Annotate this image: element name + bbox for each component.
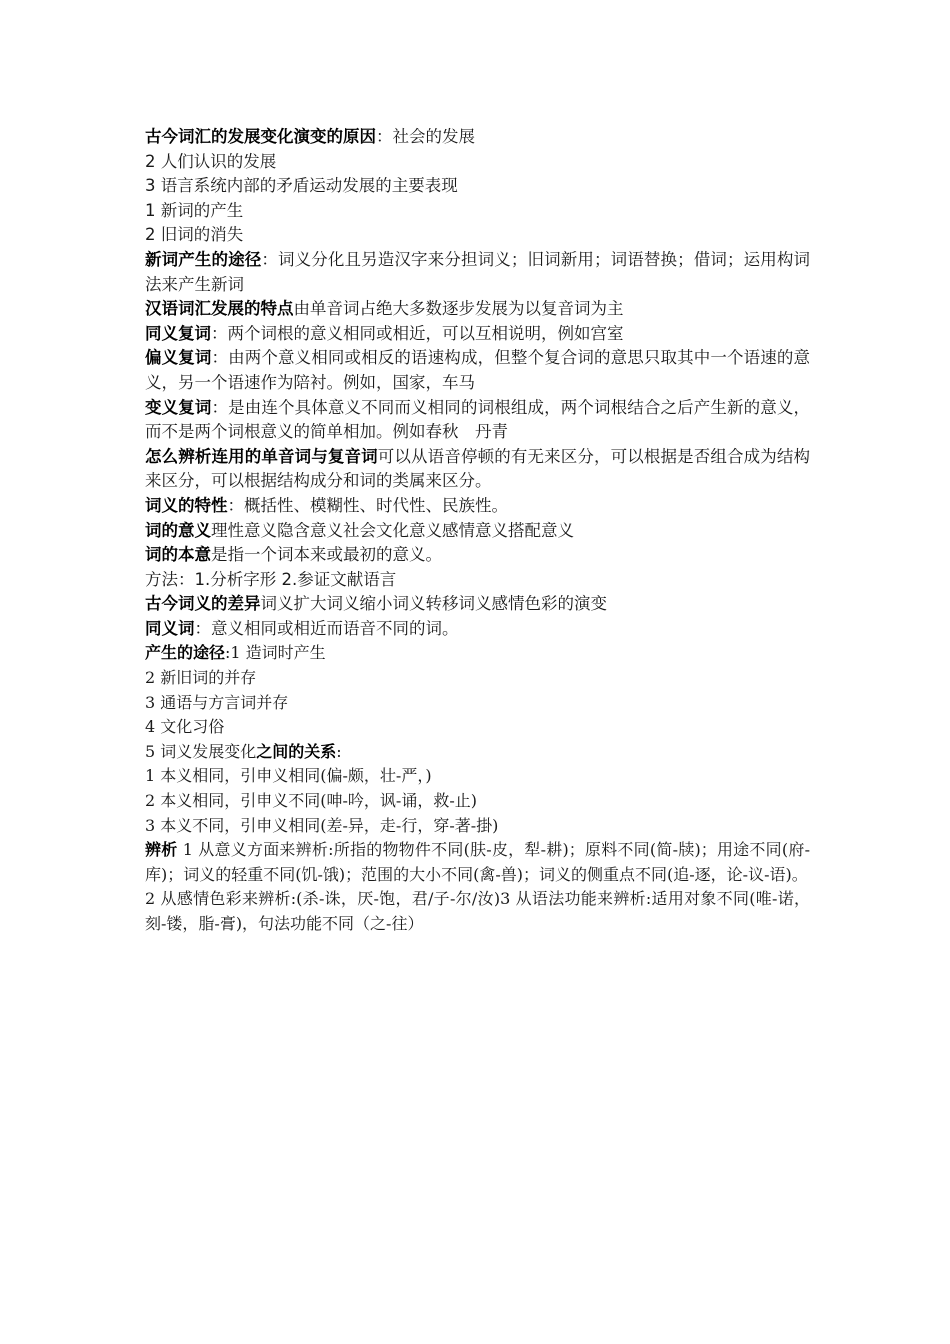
paragraph-line bbox=[145, 125, 810, 150]
line-text: 3 通语与方言词并存 bbox=[145, 692, 289, 712]
paragraph-line bbox=[145, 223, 810, 248]
line-text: ：意义相同或相近而语音不同的词。 bbox=[194, 618, 459, 638]
line-text: 2 本义相同，引申义不同(呻-吟，讽-诵，救-止) bbox=[145, 791, 477, 811]
line-prefix: 5 词义发展变化 bbox=[145, 741, 257, 761]
paragraph-line bbox=[145, 150, 810, 175]
term-heading: 同义复词 bbox=[145, 323, 211, 343]
term-heading: 之间的关系 bbox=[256, 741, 337, 761]
paragraph-line bbox=[145, 494, 810, 519]
line-text: 是指一个词本来或最初的意义。 bbox=[211, 545, 442, 565]
paragraph-line bbox=[145, 543, 810, 568]
term-heading: 汉语词汇发展的特点 bbox=[145, 299, 294, 319]
line-text: ：概括性、模糊性、时代性、民族性。 bbox=[227, 495, 508, 515]
term-heading: 产生的途径 bbox=[145, 643, 226, 663]
paragraph-line bbox=[145, 346, 810, 395]
line-text: :1 造词时产生 bbox=[225, 643, 326, 663]
paragraph-line bbox=[145, 764, 810, 789]
paragraph-line bbox=[145, 789, 810, 814]
line-text: 由单音词占绝大多数逐步发展为以复音词为主 bbox=[293, 299, 624, 319]
paragraph-line bbox=[145, 691, 810, 716]
term-heading: 偏义复词 bbox=[145, 348, 212, 368]
paragraph-line bbox=[145, 814, 810, 839]
term-heading: 新词产生的途径 bbox=[145, 249, 262, 269]
line-text: 3 本义不同，引申义相同(差-异，走-行，穿-著-掛) bbox=[145, 815, 499, 835]
document-body bbox=[145, 125, 810, 937]
paragraph-line bbox=[145, 445, 810, 494]
line-text: 方法：1.分析字形 2.参证文献语言 bbox=[145, 569, 397, 589]
line-text: : bbox=[336, 741, 342, 761]
paragraph-line bbox=[145, 322, 810, 347]
line-text: 1 从意义方面来辨析:所指的物物件不同(肤-皮，犁-耕)；原料不同(简-牍)；用途不同(府-库)；词义的轻重不同(饥-饿)；范围的大小不同(禽-兽)；词义的侧重点不同(追-逐，论-议-语)。 bbox=[145, 840, 810, 884]
paragraph-line bbox=[145, 740, 810, 765]
line-text: ：社会的发展 bbox=[376, 127, 475, 146]
line-text: 3 语言系统内部的矛盾运动发展的主要表现 bbox=[145, 176, 458, 196]
line-text: ：词义分化且另造汉字来分担词义；旧词新用；词语替换；借词；运用构词法来产生新词 bbox=[145, 249, 811, 294]
line-text: ：是由连个具体意义不同而义相同的词根组成，两个词根结合之后产生新的意义，而不是两个词根意义的简单相加。例如春秋 丹青 bbox=[145, 397, 811, 442]
paragraph-line bbox=[145, 592, 810, 617]
line-text: 词义扩大词义缩小词义转移词义感情色彩的演变 bbox=[260, 594, 607, 614]
paragraph-line bbox=[145, 248, 810, 297]
line-text: 2 旧词的消失 bbox=[145, 225, 244, 245]
line-text: 理性意义隐含意义社会文化意义感情意义搭配意义 bbox=[211, 520, 574, 540]
line-text: 2 从感情色彩来辨析:(杀-诛，厌-饱，君/子-尔/汝)3 从语法功能来辨析:适用对象不同(唯-诺，刻-镂，脂-膏)，句法功能不同（之-往） bbox=[145, 889, 810, 933]
line-text: 2 人们认识的发展 bbox=[145, 151, 277, 171]
paragraph-line bbox=[145, 715, 810, 740]
paragraph-line bbox=[145, 838, 810, 887]
line-text: 1 新词的产生 bbox=[145, 200, 244, 220]
term-heading: 词的意义 bbox=[145, 520, 211, 540]
term-heading: 辨析 bbox=[145, 840, 178, 860]
line-text: ：由两个意义相同或相反的语速构成，但整个复合词的意思只取其中一个语速的意义，另一个语速作为陪衬。例如，国家，车马 bbox=[145, 348, 811, 392]
term-heading: 变义复词 bbox=[145, 397, 212, 417]
paragraph-line bbox=[145, 199, 810, 224]
paragraph-line bbox=[145, 174, 810, 199]
paragraph-line bbox=[145, 568, 810, 593]
paragraph-line bbox=[145, 666, 810, 691]
term-heading: 古今词义的差异 bbox=[145, 594, 261, 614]
paragraph-line bbox=[145, 617, 810, 642]
term-heading: 怎么辨析连用的单音词与复音词 bbox=[145, 446, 378, 466]
paragraph-line bbox=[145, 887, 810, 936]
line-text: 1 本义相同，引申义相同(偏-颇，壮-严，) bbox=[145, 766, 432, 786]
term-heading: 同义词 bbox=[145, 618, 195, 638]
paragraph-line bbox=[145, 641, 810, 666]
term-heading: 词的本意 bbox=[145, 545, 211, 565]
line-text: 4 文化习俗 bbox=[145, 717, 225, 737]
term-heading: 古今词汇的发展变化演变的原因 bbox=[145, 127, 376, 146]
line-text: ：两个词根的意义相同或相近，可以互相说明，例如宫室 bbox=[211, 323, 624, 343]
line-text: 2 新旧词的并存 bbox=[145, 668, 257, 688]
term-heading: 词义的特性 bbox=[145, 495, 228, 515]
paragraph-line bbox=[145, 297, 810, 322]
paragraph-line bbox=[145, 519, 810, 544]
paragraph-line bbox=[145, 396, 810, 445]
line-text: 可以从语音停顿的有无来区分，可以根据是否组合成为结构来区分，可以根据结构成分和词的类属来区分。 bbox=[145, 446, 811, 491]
